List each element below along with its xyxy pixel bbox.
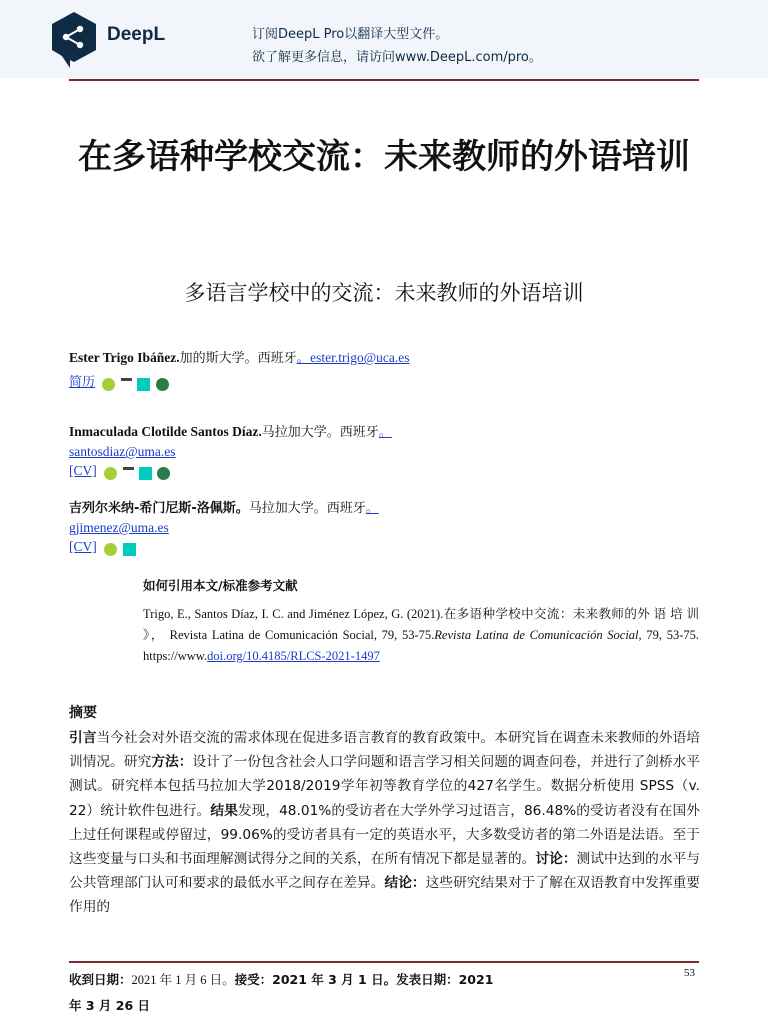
profile-icons <box>102 373 170 392</box>
citation-block <box>143 576 699 667</box>
method-text: 设计了一份包含社会人口学问题和语言学习相关问题的调查问卷，并进行了剑桥水平测试。研究样本包括马拉加大学2018/2019学年初等教育学位的427名学生。数据分析使用 SPSS（v. 22）统计软件包进行。 <box>69 754 700 819</box>
citation-journal: Revista Latina de Comunicación Social <box>434 628 639 642</box>
results-text: 发现，48.01%的受访者在大学外学习过语言，86.48%的受访者没有在国外上过任何课程或停留过，99.06%的受访者具有一定的英语水平，大多数受访者的第二外语是法语。至于这些变量与口头和书面理解测试得分之间的关系，在所有情况下都是显著的。 <box>69 802 700 868</box>
google-scholar-icon[interactable] <box>121 378 132 390</box>
profile-icons <box>104 538 137 557</box>
received-date: 2021 年 1 月 6 日。 <box>131 973 235 987</box>
intro-label: 引言 <box>69 730 97 746</box>
author-name: Ester Trigo Ibáñez. <box>69 350 180 365</box>
cv-link[interactable]: [CV] <box>69 463 97 478</box>
cv-link[interactable]: [CV] <box>69 539 97 554</box>
author-2 <box>69 422 392 481</box>
conclusion-label: 结论： <box>384 875 426 892</box>
promo-line-2[interactable]: 欲了解更多信息，请访问www.DeepL.com/pro。 <box>252 50 542 65</box>
author-name: 吉列尔米纳-希门尼斯-洛佩斯。 <box>69 501 249 516</box>
method-label: 方法： <box>151 754 193 771</box>
orcid-icon[interactable] <box>104 543 117 556</box>
deepl-logo-icon <box>48 10 100 68</box>
profile-icons <box>104 462 172 481</box>
dialnet-icon[interactable] <box>157 467 170 480</box>
intro-text: 当今社会对外语交流的需求体现在促进多语言教育的教育政策中。本研究旨在调查未来教师的外语培训情况。研究 <box>69 730 700 771</box>
publication-dates <box>69 967 499 1019</box>
citation-part-2: , 79, 53-75. https://www. <box>143 628 699 663</box>
page-subtitle: 多语言学校中的交流：未来教师的外语培训 <box>184 281 584 305</box>
abstract-body <box>69 726 700 920</box>
orcid-icon[interactable] <box>104 467 117 480</box>
accepted-published-text: 接受：2021 年 3 月 1 日。发表日期：2021 年 3 月 26 日 <box>69 972 494 1013</box>
promo-text <box>252 23 542 69</box>
author-affiliation: 马拉加大学。西班牙 <box>261 425 379 440</box>
abstract-heading: 摘要 <box>69 705 97 721</box>
author-1 <box>69 348 410 392</box>
author-name: Inmaculada Clotilde Santos Díaz. <box>69 424 262 439</box>
dialnet-icon[interactable] <box>156 378 169 391</box>
bottom-divider <box>69 961 699 963</box>
promo-line-1: 订阅DeepL Pro以翻译大型文件。 <box>252 27 449 42</box>
doi-link[interactable]: doi.org/10.4185/RLCS-2021-1497 <box>207 649 380 663</box>
discussion-text: 测试中达到的水平与公共管理部门认可和要求的最低水平之间存在差异。 <box>69 851 700 892</box>
citation-heading: 如何引用本文/标准参考文献 <box>143 578 298 593</box>
author-affiliation: 马拉加大学。西班牙 <box>248 501 366 516</box>
author-email-link[interactable]: 。ester.trigo@uca.es <box>296 350 410 365</box>
cv-link[interactable]: 简历 <box>69 375 96 390</box>
researchgate-icon[interactable] <box>123 543 136 556</box>
researchgate-icon[interactable] <box>137 378 150 391</box>
received-label: 收到日期： <box>69 972 132 987</box>
citation-text <box>143 604 699 667</box>
author-3 <box>69 498 379 557</box>
author-email-marker[interactable]: 。 <box>365 501 379 516</box>
google-scholar-icon[interactable] <box>123 467 134 479</box>
author-email-marker[interactable]: 。 <box>378 425 392 440</box>
discussion-label: 讨论： <box>535 851 577 868</box>
researchgate-icon[interactable] <box>139 467 152 480</box>
orcid-icon[interactable] <box>102 378 115 391</box>
author-email-link[interactable]: gjimenez@uma.es <box>69 520 169 535</box>
results-label: 结果 <box>210 802 238 819</box>
page-title: 在多语种学校交流：未来教师的外语培训 <box>78 137 690 177</box>
deepl-banner <box>0 0 768 78</box>
author-email-link[interactable]: santosdiaz@uma.es <box>69 444 176 459</box>
page-number: 53 <box>684 967 695 979</box>
conclusion-text: 这些研究结果对于了解在双语教育中发挥重要作用的 <box>69 875 700 916</box>
top-divider <box>69 79 699 81</box>
deepl-brand-name: DeepL <box>107 24 166 45</box>
citation-part-1: Trigo, E., Santos Díaz, I. C. and Jiménez López, G. (2021).在多语种学校中交流：未来教师的外 语 培 训 》， Revista Latina de Comunicación Social, 79, 53-75. <box>143 607 699 642</box>
author-affiliation: 加的斯大学。西班牙 <box>179 351 297 366</box>
